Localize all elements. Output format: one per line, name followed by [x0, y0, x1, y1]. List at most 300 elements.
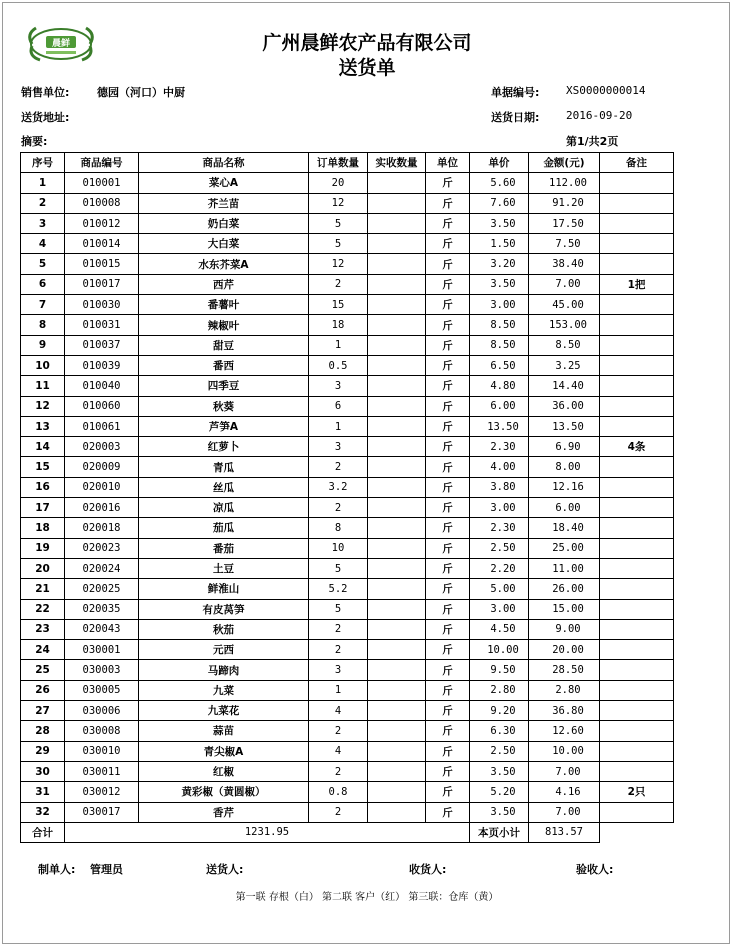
row-qty: 15	[309, 295, 368, 315]
row-amount: 25.00	[529, 538, 600, 558]
row-name: 香芹	[139, 802, 309, 822]
row-no: 9	[21, 335, 65, 355]
row-note	[600, 802, 674, 822]
total-value: 1231.95	[65, 822, 470, 842]
summary-label: 摘要:	[21, 135, 48, 148]
row-price: 3.50	[470, 213, 529, 233]
row-unit: 斤	[426, 498, 470, 518]
row-price: 9.50	[470, 660, 529, 680]
row-code: 010039	[65, 355, 139, 375]
row-unit: 斤	[426, 721, 470, 741]
row-price: 5.20	[470, 782, 529, 802]
table-row	[21, 173, 674, 193]
totals-empty-cell	[600, 822, 674, 842]
table-row	[21, 782, 674, 802]
row-note	[600, 721, 674, 741]
row-unit: 斤	[426, 579, 470, 599]
row-amount: 36.80	[529, 701, 600, 721]
table-row	[21, 335, 674, 355]
row-amount: 20.00	[529, 640, 600, 660]
row-no: 29	[21, 741, 65, 761]
row-qty: 5	[309, 213, 368, 233]
row-no: 8	[21, 315, 65, 335]
row-no: 15	[21, 457, 65, 477]
row-unit: 斤	[426, 355, 470, 375]
row-amount: 6.90	[529, 437, 600, 457]
row-name: 辣椒叶	[139, 315, 309, 335]
row-note	[600, 457, 674, 477]
row-amount: 3.25	[529, 355, 600, 375]
row-code: 010012	[65, 213, 139, 233]
row-name: 秋茄	[139, 619, 309, 639]
page-indicator: 第1/共2页	[566, 135, 619, 148]
row-amount: 9.00	[529, 619, 600, 639]
row-code: 020016	[65, 498, 139, 518]
row-price: 1.50	[470, 234, 529, 254]
row-no: 31	[21, 782, 65, 802]
row-name: 蒜苗	[139, 721, 309, 741]
table-row	[21, 274, 674, 294]
row-code: 010001	[65, 173, 139, 193]
row-code: 020035	[65, 599, 139, 619]
row-price: 6.50	[470, 355, 529, 375]
row-unit: 斤	[426, 660, 470, 680]
inspector-label: 验收人:	[576, 863, 614, 876]
row-unit: 斤	[426, 254, 470, 274]
row-price: 3.20	[470, 254, 529, 274]
table-row	[21, 477, 674, 497]
row-received	[368, 498, 426, 518]
address-label: 送货地址:	[21, 111, 70, 124]
row-qty: 8	[309, 518, 368, 538]
col-header-code: 商品编号	[65, 153, 139, 173]
row-unit: 斤	[426, 274, 470, 294]
row-name: 有皮莴笋	[139, 599, 309, 619]
row-qty: 2	[309, 274, 368, 294]
row-unit: 斤	[426, 640, 470, 660]
row-qty: 0.8	[309, 782, 368, 802]
row-amount: 45.00	[529, 295, 600, 315]
table-row	[21, 315, 674, 335]
row-unit: 斤	[426, 437, 470, 457]
table-row	[21, 701, 674, 721]
col-header-amount: 金额(元)	[529, 153, 600, 173]
row-price: 2.50	[470, 741, 529, 761]
row-no: 5	[21, 254, 65, 274]
row-code: 020025	[65, 579, 139, 599]
row-price: 2.50	[470, 538, 529, 558]
row-no: 30	[21, 761, 65, 781]
row-unit: 斤	[426, 619, 470, 639]
row-amount: 91.20	[529, 193, 600, 213]
row-amount: 12.16	[529, 477, 600, 497]
row-name: 番茄	[139, 538, 309, 558]
row-amount: 12.60	[529, 721, 600, 741]
row-name: 奶白菜	[139, 213, 309, 233]
row-no: 26	[21, 680, 65, 700]
row-name: 黄彩椒（黄圆椒）	[139, 782, 309, 802]
row-amount: 6.00	[529, 498, 600, 518]
row-name: 凉瓜	[139, 498, 309, 518]
row-unit: 斤	[426, 680, 470, 700]
seller-label: 销售单位:	[21, 86, 70, 99]
col-header-unit: 单位	[426, 153, 470, 173]
table-row	[21, 254, 674, 274]
row-name: 甜豆	[139, 335, 309, 355]
row-code: 030010	[65, 741, 139, 761]
row-note	[600, 761, 674, 781]
row-received	[368, 355, 426, 375]
row-price: 3.00	[470, 498, 529, 518]
row-name: 元西	[139, 640, 309, 660]
totals-row	[21, 822, 674, 842]
row-name: 丝瓜	[139, 477, 309, 497]
row-name: 青瓜	[139, 457, 309, 477]
col-header-name: 商品名称	[139, 153, 309, 173]
row-price: 4.80	[470, 376, 529, 396]
table-row	[21, 741, 674, 761]
row-code: 030003	[65, 660, 139, 680]
page-subtotal-label: 本页小计	[470, 822, 529, 842]
row-note	[600, 376, 674, 396]
row-amount: 7.00	[529, 802, 600, 822]
row-name: 水东芥菜A	[139, 254, 309, 274]
row-note: 2只	[600, 782, 674, 802]
col-header-note: 备注	[600, 153, 674, 173]
seller-value: 德园（河口）中厨	[97, 86, 185, 99]
row-qty: 3	[309, 376, 368, 396]
table-row	[21, 680, 674, 700]
row-name: 番薯叶	[139, 295, 309, 315]
table-row	[21, 498, 674, 518]
row-qty: 2	[309, 498, 368, 518]
col-header-qty: 订单数量	[309, 153, 368, 173]
row-note: 1把	[600, 274, 674, 294]
row-received	[368, 660, 426, 680]
row-qty: 5	[309, 599, 368, 619]
row-received	[368, 680, 426, 700]
row-received	[368, 437, 426, 457]
row-price: 4.50	[470, 619, 529, 639]
row-name: 菜心A	[139, 173, 309, 193]
row-name: 大白菜	[139, 234, 309, 254]
maker-value: 管理员	[90, 863, 123, 876]
row-code: 020024	[65, 558, 139, 578]
row-unit: 斤	[426, 599, 470, 619]
table-row	[21, 640, 674, 660]
row-price: 7.60	[470, 193, 529, 213]
page-subtotal-value: 813.57	[529, 822, 600, 842]
row-no: 17	[21, 498, 65, 518]
row-received	[368, 701, 426, 721]
row-received	[368, 518, 426, 538]
row-unit: 斤	[426, 477, 470, 497]
row-price: 6.00	[470, 396, 529, 416]
row-no: 20	[21, 558, 65, 578]
row-price: 3.80	[470, 477, 529, 497]
row-price: 10.00	[470, 640, 529, 660]
row-unit: 斤	[426, 518, 470, 538]
row-note	[600, 173, 674, 193]
row-code: 010014	[65, 234, 139, 254]
row-price: 5.00	[470, 579, 529, 599]
row-code: 030001	[65, 640, 139, 660]
row-amount: 7.50	[529, 234, 600, 254]
table-row	[21, 213, 674, 233]
row-price: 3.00	[470, 599, 529, 619]
row-received	[368, 558, 426, 578]
row-unit: 斤	[426, 538, 470, 558]
table-row	[21, 660, 674, 680]
table-row	[21, 538, 674, 558]
row-code: 020009	[65, 457, 139, 477]
row-received	[368, 376, 426, 396]
row-no: 28	[21, 721, 65, 741]
row-price: 6.30	[470, 721, 529, 741]
table-row	[21, 457, 674, 477]
row-code: 020023	[65, 538, 139, 558]
row-qty: 0.5	[309, 355, 368, 375]
table-row	[21, 599, 674, 619]
row-code: 030011	[65, 761, 139, 781]
col-header-no: 序号	[21, 153, 65, 173]
row-amount: 153.00	[529, 315, 600, 335]
row-note	[600, 498, 674, 518]
row-qty: 2	[309, 619, 368, 639]
row-note	[600, 315, 674, 335]
row-name: 秋葵	[139, 396, 309, 416]
row-name: 青尖椒A	[139, 741, 309, 761]
row-no: 18	[21, 518, 65, 538]
row-name: 西芹	[139, 274, 309, 294]
row-amount: 8.00	[529, 457, 600, 477]
row-qty: 1	[309, 335, 368, 355]
row-no: 19	[21, 538, 65, 558]
row-name: 鲜淮山	[139, 579, 309, 599]
row-price: 8.50	[470, 315, 529, 335]
row-qty: 5.2	[309, 579, 368, 599]
row-received	[368, 538, 426, 558]
row-price: 2.30	[470, 437, 529, 457]
row-qty: 2	[309, 640, 368, 660]
row-qty: 12	[309, 254, 368, 274]
row-no: 14	[21, 437, 65, 457]
copies-note: 第一联 存根（白） 第二联 客户（红） 第三联：仓库（黄）	[235, 892, 499, 903]
receiver-label: 收货人:	[409, 863, 447, 876]
row-note	[600, 579, 674, 599]
row-note	[600, 640, 674, 660]
row-note	[600, 558, 674, 578]
row-qty: 10	[309, 538, 368, 558]
row-price: 3.50	[470, 761, 529, 781]
docno-value: XS0000000014	[566, 84, 646, 97]
table-row	[21, 619, 674, 639]
row-amount: 8.50	[529, 335, 600, 355]
table-row	[21, 376, 674, 396]
row-unit: 斤	[426, 234, 470, 254]
row-no: 4	[21, 234, 65, 254]
row-qty: 4	[309, 701, 368, 721]
row-qty: 1	[309, 416, 368, 436]
row-amount: 2.80	[529, 680, 600, 700]
row-received	[368, 802, 426, 822]
row-note	[600, 701, 674, 721]
date-value: 2016-09-20	[566, 109, 633, 122]
row-qty: 3.2	[309, 477, 368, 497]
row-amount: 14.40	[529, 376, 600, 396]
row-no: 7	[21, 295, 65, 315]
row-note	[600, 396, 674, 416]
row-name: 茄瓜	[139, 518, 309, 538]
row-amount: 11.00	[529, 558, 600, 578]
row-amount: 36.00	[529, 396, 600, 416]
row-no: 21	[21, 579, 65, 599]
row-code: 010015	[65, 254, 139, 274]
row-amount: 28.50	[529, 660, 600, 680]
table-row	[21, 558, 674, 578]
row-received	[368, 761, 426, 781]
row-code: 030017	[65, 802, 139, 822]
row-note	[600, 599, 674, 619]
row-no: 25	[21, 660, 65, 680]
row-name: 马蹄肉	[139, 660, 309, 680]
row-unit: 斤	[426, 295, 470, 315]
row-amount: 112.00	[529, 173, 600, 193]
row-note	[600, 619, 674, 639]
row-note	[600, 234, 674, 254]
row-received	[368, 193, 426, 213]
row-received	[368, 254, 426, 274]
row-code: 030005	[65, 680, 139, 700]
row-received	[368, 741, 426, 761]
row-no: 1	[21, 173, 65, 193]
row-qty: 5	[309, 234, 368, 254]
row-code: 020010	[65, 477, 139, 497]
row-no: 2	[21, 193, 65, 213]
row-code: 010031	[65, 315, 139, 335]
row-unit: 斤	[426, 802, 470, 822]
row-qty: 3	[309, 660, 368, 680]
row-note	[600, 416, 674, 436]
row-price: 3.50	[470, 802, 529, 822]
row-amount: 4.16	[529, 782, 600, 802]
row-note	[600, 477, 674, 497]
row-name: 红萝卜	[139, 437, 309, 457]
row-unit: 斤	[426, 376, 470, 396]
row-amount: 15.00	[529, 599, 600, 619]
total-label: 合计	[21, 822, 65, 842]
row-unit: 斤	[426, 396, 470, 416]
table-row	[21, 416, 674, 436]
table-row	[21, 437, 674, 457]
table-row	[21, 193, 674, 213]
row-code: 020003	[65, 437, 139, 457]
company-name: 广州晨鲜农产品有限公司	[262, 32, 472, 54]
row-note	[600, 741, 674, 761]
row-unit: 斤	[426, 315, 470, 335]
table-row	[21, 721, 674, 741]
row-qty: 6	[309, 396, 368, 416]
row-note	[600, 213, 674, 233]
row-no: 32	[21, 802, 65, 822]
col-header-price: 单价	[470, 153, 529, 173]
row-price: 2.30	[470, 518, 529, 538]
row-no: 23	[21, 619, 65, 639]
row-no: 13	[21, 416, 65, 436]
deliverer-label: 送货人:	[206, 863, 244, 876]
row-received	[368, 457, 426, 477]
row-unit: 斤	[426, 558, 470, 578]
row-name: 四季豆	[139, 376, 309, 396]
row-amount: 18.40	[529, 518, 600, 538]
row-note	[600, 295, 674, 315]
row-name: 番西	[139, 355, 309, 375]
row-received	[368, 477, 426, 497]
row-qty: 12	[309, 193, 368, 213]
logo-text: 晨鲜	[51, 39, 71, 49]
col-header-received: 实收数量	[368, 153, 426, 173]
row-no: 10	[21, 355, 65, 375]
row-qty: 4	[309, 741, 368, 761]
row-received	[368, 274, 426, 294]
row-received	[368, 295, 426, 315]
row-no: 27	[21, 701, 65, 721]
row-received	[368, 579, 426, 599]
row-no: 3	[21, 213, 65, 233]
row-code: 010060	[65, 396, 139, 416]
table-row	[21, 396, 674, 416]
row-amount: 7.00	[529, 274, 600, 294]
document-title: 送货单	[338, 57, 396, 79]
row-code: 030008	[65, 721, 139, 741]
row-price: 9.20	[470, 701, 529, 721]
row-price: 3.00	[470, 295, 529, 315]
row-note	[600, 355, 674, 375]
row-qty: 2	[309, 721, 368, 741]
row-name: 九菜	[139, 680, 309, 700]
row-unit: 斤	[426, 335, 470, 355]
row-note	[600, 335, 674, 355]
row-received	[368, 416, 426, 436]
row-qty: 2	[309, 457, 368, 477]
row-unit: 斤	[426, 741, 470, 761]
row-received	[368, 782, 426, 802]
row-unit: 斤	[426, 416, 470, 436]
table-row	[21, 761, 674, 781]
table-row	[21, 234, 674, 254]
table-row	[21, 518, 674, 538]
row-amount: 13.50	[529, 416, 600, 436]
row-amount: 7.00	[529, 761, 600, 781]
row-code: 010017	[65, 274, 139, 294]
row-code: 010040	[65, 376, 139, 396]
row-note	[600, 660, 674, 680]
row-unit: 斤	[426, 701, 470, 721]
row-qty: 2	[309, 761, 368, 781]
table-row	[21, 355, 674, 375]
row-received	[368, 640, 426, 660]
row-code: 020043	[65, 619, 139, 639]
row-code: 030006	[65, 701, 139, 721]
row-received	[368, 234, 426, 254]
row-code: 020018	[65, 518, 139, 538]
row-received	[368, 173, 426, 193]
row-name: 芥兰苗	[139, 193, 309, 213]
table-body	[21, 173, 674, 823]
row-no: 16	[21, 477, 65, 497]
row-note	[600, 680, 674, 700]
date-label: 送货日期:	[491, 111, 540, 124]
